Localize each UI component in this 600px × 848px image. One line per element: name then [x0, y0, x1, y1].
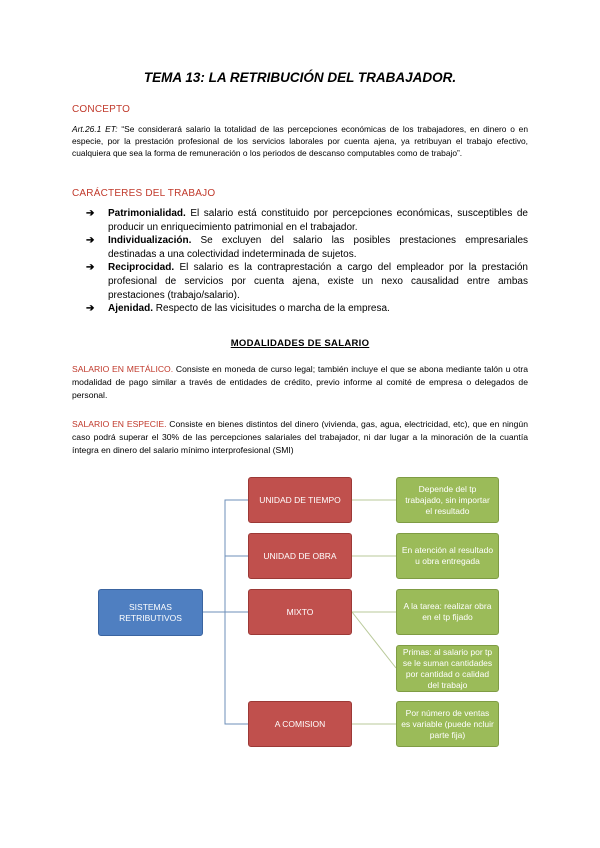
arrow-icon: ➔ [86, 303, 95, 315]
root-node [98, 589, 203, 636]
leaf-comision [396, 701, 499, 747]
arrow-icon: ➔ [86, 262, 95, 274]
concepto-text: “Se considerará salario la totalidad de las percepciones económicas de los trabajadores, en dinero o en especie, por la prestación profesional de los servicios laborales por cuenta ajena, ya retribuyan el trabajo efectivo, cualquiera que sea la forma de remuneración o los periodos de descanso computables como de trabajo”. [72, 124, 528, 159]
metalico-label: SALARIO EN METÁLICO. [72, 364, 174, 374]
caracteres-heading: CARÁCTERES DEL TRABAJO [72, 188, 216, 199]
concepto-ref: Art.26.1 ET: [72, 124, 118, 134]
leaf-label: A la tarea: realizar obra en el tp fijado [403, 601, 492, 622]
modalidades-heading: MODALIDADES DE SALARIO [230, 338, 370, 349]
item-text: Se excluyen del salario las posibles prestaciones empresariales destinadas a una colectividad indeterminada de sujetos. [108, 235, 528, 260]
branch-mixto [248, 589, 352, 635]
branch-comision [248, 701, 352, 747]
branch-label: MIXTO [286, 606, 314, 617]
item-term: Patrimonialidad. [108, 208, 186, 219]
item-term: Ajenidad. [108, 303, 154, 315]
branch-label: UNIDAD DE TIEMPO [259, 494, 341, 505]
metalico-text: Consiste en moneda de curso legal; también incluye el que se abona mediante talón u otra modalidad de pago similar a través de entidades de crédito, previo informe al comité de empresa o delegados de personal. [72, 364, 528, 401]
item-text: Respecto de las vicisitudes o marcha de la empresa. [153, 303, 390, 315]
item-term: Reciprocidad. [108, 262, 175, 274]
leaf-tiempo [396, 477, 499, 523]
item-text: El salario es la contraprestación a cargo del empleador por la prestación profesional de servicios por cuenta ajena, existe un nexo causalidad entre ambas prestaciones (trabajo/salario). [108, 262, 528, 301]
item-text: El salario está constituido por percepciones económicas, susceptibles de producir un enriquecimiento patrimonial en el trabajador. [108, 208, 528, 233]
arrow-icon: ➔ [86, 208, 95, 219]
especie-label: SALARIO EN ESPECIE. [72, 419, 167, 429]
leaf-label: Primas: al salario por tp se le suman cantidades por cantidad o calidad del trabajo [402, 646, 493, 690]
leaf-mixto-tarea [396, 589, 499, 635]
item-term: Individualización. [108, 235, 192, 247]
root-label: SISTEMAS RETRIBUTIVOS [119, 601, 182, 623]
leaf-label: En atención al resultado u obra entregada [401, 545, 494, 566]
connector-root-comision [203, 612, 248, 724]
leaf-obra [396, 533, 499, 579]
leaf-mixto-primas [396, 645, 499, 692]
page-title: TEMA 13: LA RETRIBUCIÓN DEL TRABAJADOR. [143, 70, 457, 85]
connector-mixto-leaf2 [352, 612, 396, 668]
branch-label: UNIDAD DE OBRA [263, 550, 337, 561]
leaf-label: Por número de ventas es variable (puede ncluir parte fija) [401, 707, 494, 740]
especie-text: Consiste en bienes distintos del dinero (vivienda, gas, agua, electricidad, etc), que en ningún caso podrá superar el 30% de las percepciones salariales del trabajador, ni dar lugar a la minoración de la cuantía íntegra en dinero del salario mínimo interprofesional (SMI) [72, 419, 528, 456]
connector-root-obra [203, 556, 248, 612]
arrow-icon: ➔ [86, 235, 95, 247]
leaf-label: Depende del tp trabajado, sin importar el resultado [405, 483, 490, 516]
concepto-heading: CONCEPTO [72, 104, 131, 115]
branch-label: A COMISION [274, 718, 326, 729]
branch-unidad-tiempo [248, 477, 352, 523]
branch-unidad-obra [248, 533, 352, 579]
